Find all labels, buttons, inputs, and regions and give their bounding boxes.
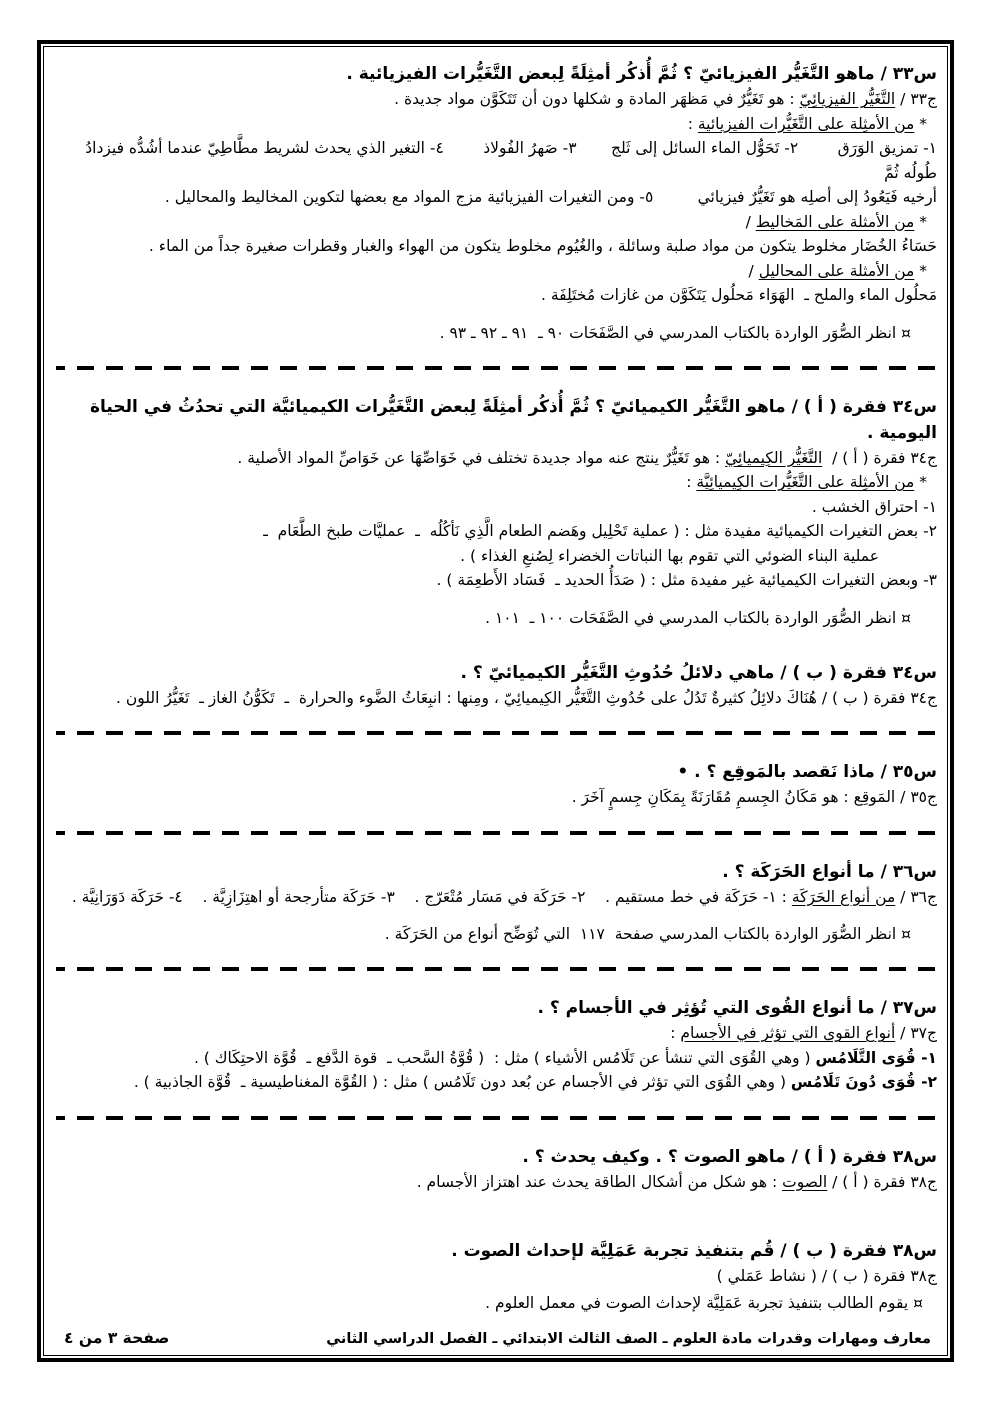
question-text: س٣٤ فقرة ( ب ) / ماهي دلائلُ حُدُوثِ التَّغَيُّر الكيميائيّ ؟ .	[460, 662, 937, 683]
question-text: س٣٨ فقرة ( ب ) / قُم بتنفيذ تجربة عَمَلِيَّة لإحداث الصوت .	[451, 1241, 937, 1261]
answer-text: :	[687, 114, 698, 133]
answer-line	[54, 544, 937, 569]
answer-text: عملية البناء الضوئي التي تقوم بها النباتات الخضراء لِصُنعِ الغذاء ) .	[460, 546, 879, 565]
underlined-term: من الأمثلة على المحاليل	[758, 261, 915, 280]
dashed-separator	[56, 731, 935, 735]
answer-text: ١- احتراق الخشب .	[811, 497, 937, 516]
answer-line	[54, 785, 937, 810]
star-marker: *	[914, 114, 927, 133]
note-text: ¤ انظر الصُّوَر الواردة بالكتاب المدرسي في الصَّفَحَات ١٠٠ ـ ١٠١ .	[485, 608, 911, 627]
underlined-term: من الأمثِلة على التَّغَيُّرات الكِيميائِيَّة	[696, 473, 915, 491]
examples-heading	[54, 210, 937, 235]
footer	[54, 1329, 937, 1349]
question-block-35	[54, 759, 937, 810]
answer-prefix: ج٣٣ /	[895, 90, 937, 108]
bold-term: ٢- قُوَى دُونَ تَلَامُس	[790, 1073, 937, 1091]
underlined-term: التَّغَيُّر الكِيميائِيّ	[725, 448, 823, 467]
question-heading	[54, 1144, 937, 1170]
underlined-term: من الأمثِلة على التَّغَيُّرات الفيزيائية	[697, 114, 915, 133]
question-heading	[54, 394, 937, 446]
document-content	[54, 61, 937, 1329]
answer-text: ج٣٥ / المَوقِع : هو مَكَانُ الجِسمِ مُقَارَنَةً بِمَكَانِ جِسمٍ آخَرَ .	[571, 788, 937, 806]
footer-course-info: معارف ومهارات وقدرات مادة العلوم ـ الصف الثالث الابتدائي ـ الفصل الدراسي الثاني	[326, 1331, 931, 1347]
underlined-term: أنواع القوى التي تؤثر في الأجسام	[680, 1024, 896, 1042]
answer-text: :	[686, 473, 697, 491]
question-text: س٣٣ / ماهو التَّغَيُّر الفيزيائيّ ؟ ثُمَّ أُذكُر أمثِلَةً لِبعض التَّغَيُّرات الفيزيائية .	[346, 64, 937, 84]
answer-text: /	[745, 212, 756, 231]
answer-line	[54, 185, 937, 210]
answer-line	[54, 568, 937, 593]
underlined-term: من أنواع الحَرَكَة	[791, 887, 896, 906]
answer-prefix: ج٣٨ فقرة ( أ ) /	[827, 1172, 937, 1191]
answer-text: حَسَاءُ الخُضَار مخلوط يتكون من مواد صلبة وسائلة ، والغُيُوم مخلوط يتكون من الهواء والغبار وقطرات صغيرة جداً من الماء .	[148, 237, 937, 255]
examples-heading	[54, 112, 937, 137]
examples-heading	[54, 259, 937, 284]
dashed-separator	[56, 831, 935, 835]
answer-text: ( وهي القُوَى التي تنشأ عن تَلَامُس الأشياء ) مثل : ( قُوَّةُ السَّحب ـ قوة الدَّفع ـ قُوَّة الاحتِكَاك ) .	[193, 1048, 816, 1067]
examples-heading	[54, 470, 937, 495]
answer-text: مَحلُول الماء والملح ـ الهَوَاء مَحلُول يَتَكَوَّن من غازات مُختَلِفَة .	[541, 286, 937, 304]
answer-line	[54, 136, 937, 185]
spacer	[54, 1194, 937, 1238]
answer-text: أرخيه فَيَعُودُ إلى أصلِه هو تَغَيُّرٌ فيزيائي ٥- ومن التغيرات الفيزيائية مزج المواد مع بعضها لتكوين المخاليط والمحاليل .	[164, 188, 937, 206]
answer-line	[54, 1170, 937, 1195]
answer-line	[54, 234, 937, 259]
answer-text: ج٣٨ فقرة ( ب ) / ( نشاط عَمَلي )	[716, 1267, 937, 1285]
textbook-reference-note	[54, 606, 937, 630]
question-heading	[54, 995, 937, 1021]
note-text: ¤ انظر الصُّوَر الواردة بالكتاب المدرسي في الصَّفَحَات ٩٠ ـ ٩١ ـ ٩٢ ـ ٩٣ .	[439, 323, 911, 342]
answer-line	[54, 1021, 937, 1046]
question-heading	[54, 759, 937, 785]
answer-line	[54, 1046, 937, 1071]
answer-text: :	[670, 1024, 681, 1042]
question-heading	[54, 61, 937, 87]
question-text: س٣٦ / ما أنواع الحَرَكَة ؟ .	[722, 861, 937, 882]
question-text: س٣٧ / ما أنواع القُوى التي تُؤثِر في الأجسام ؟ .	[537, 998, 937, 1018]
question-block-38b	[54, 1238, 937, 1315]
textbook-reference-note	[54, 321, 937, 345]
answer-text: : هو تَغَيُّرٌ في مَظهَر المادة و شكلها دون أن تَتَكَوَّن مواد جديدة .	[394, 90, 800, 108]
answer-line	[54, 446, 937, 471]
star-marker: *	[914, 261, 927, 280]
note-text: ¤ انظر الصُّوَر الواردة بالكتاب المدرسي صفحة ١١٧ التي تُوَضِّح أنواع من الحَرَكَة .	[384, 925, 911, 943]
footer-page-number: صفحة ٣ من ٤	[64, 1329, 170, 1347]
question-heading	[54, 1238, 937, 1264]
answer-prefix: ج٣٦ /	[895, 887, 937, 906]
question-text: س٣٥ / ماذا نَقصد بالمَوقِع ؟ . •	[677, 762, 937, 782]
answer-text: /	[748, 261, 759, 280]
underlined-term: الصوت	[782, 1172, 828, 1191]
answer-line	[54, 885, 937, 910]
answer-text: : ١- حَرَكَة في خط مستقيم . ٢- حَرَكَة في مَسَار مُتْعَرّج . ٣- حَرَكَة متأرجحة أو اهتِزَازِيَّة . ٤- حَرَكَة دَوَرَانِيَّة .	[71, 887, 792, 906]
textbook-reference-note	[54, 922, 937, 946]
answer-line	[54, 519, 937, 544]
answer-prefix: ج٣٤ فقرة ( أ ) /	[822, 448, 937, 467]
question-block-34a	[54, 394, 937, 630]
answer-text: : هو تَغَيُّرٌ ينتج عنه مواد جديدة تختلف في خَوَاصِّهَا عن خَوَاصِّ المواد الأصلية .	[237, 448, 726, 467]
answer-line	[54, 87, 937, 112]
question-heading	[54, 660, 937, 686]
question-block-38a	[54, 1144, 937, 1195]
note-text: ¤ يقوم الطالب بتنفيذ تجربة عَمَلِيَّة لإحداث الصوت في معمل العلوم .	[485, 1293, 923, 1312]
underlined-term: من الأمثلة على المَخاليط	[755, 212, 915, 231]
underlined-term: التَّغَيُّر الفيزيائِيّ	[799, 90, 896, 108]
bold-term: ١- قُوَى التَّلَامُس	[815, 1048, 937, 1067]
answer-prefix: ج٣٧ /	[895, 1024, 937, 1042]
activity-note	[54, 1291, 937, 1315]
spacer	[54, 630, 937, 660]
question-block-33	[54, 61, 937, 345]
dashed-separator	[56, 1116, 935, 1120]
dashed-separator	[56, 366, 935, 370]
answer-text: : هو شكل من أشكال الطاقة يحدث عند اهتزاز الأجسام .	[416, 1172, 783, 1191]
answer-line	[54, 495, 937, 520]
answer-text: ٣- وبعض التغيرات الكيميائية غير مفيدة مثل : ( صَدَأُ الحديد ـ فَسَاد الأَطعِمَة ) .	[436, 571, 937, 589]
answer-line	[54, 1264, 937, 1289]
question-block-34b	[54, 660, 937, 711]
answer-text: ١- تمزيق الوَرَق ٢- تَحَوُّل الماء السائل إلى ثَلج ٣- صَهرُ الفُولاذ ٤- التغير الذي يحدث لشريط مطَّاطِيّ عندما أشُدُّه فيزدادُ طُولُه ثُمَّ	[80, 139, 937, 182]
question-block-36	[54, 859, 937, 947]
dashed-separator	[56, 967, 935, 971]
answer-text: ٢- بعض التغيرات الكيميائية مفيدة مثل : ( عملية تَحْلِيل وهَضم الطعام الَّذِي نَأكُلُه ـ عمليَّات طبخ الطَّعَام ـ	[263, 522, 937, 540]
star-marker: *	[914, 212, 927, 231]
question-block-37	[54, 995, 937, 1095]
question-text: س٣٤ فقرة ( أ ) / ماهو التَّغَيُّر الكيميائيّ ؟ ثُمَّ أُذكُر أمثِلَةً لِبعض التَّغَيُّرات الكيميائيَّة التي تحدُثُ في الحياة اليومية .	[84, 396, 937, 443]
answer-text: ج٣٤ فقرة ( ب ) / هُنَاكَ دلائِلُ كثيرةٌ تَدُلُ على حُدُوثِ التَّغَيُّر الكِيميائِيّ ، ومِنها : انبِعَاثُ الضَّوء والحرارة ـ تَكَوُّنُ الغاز ـ تَغَيُّرُ اللون .	[116, 688, 937, 707]
question-text: س٣٨ فقرة ( أ ) / ماهو الصوت ؟ . وكيف يحدث ؟ .	[522, 1146, 937, 1167]
page-border	[37, 40, 954, 1362]
answer-text: ( وهي القُوَى التي تؤثر في الأجسام عن بُعد دون تَلَامُس ) مثل : ( القُوَّة المغناطيسية ـ قُوَّة الجاذبية ) .	[133, 1073, 791, 1091]
star-marker: *	[914, 473, 927, 491]
page-inner-border	[43, 46, 948, 1356]
answer-line	[54, 283, 937, 308]
question-heading	[54, 859, 937, 885]
answer-line	[54, 686, 937, 711]
answer-line	[54, 1070, 937, 1095]
